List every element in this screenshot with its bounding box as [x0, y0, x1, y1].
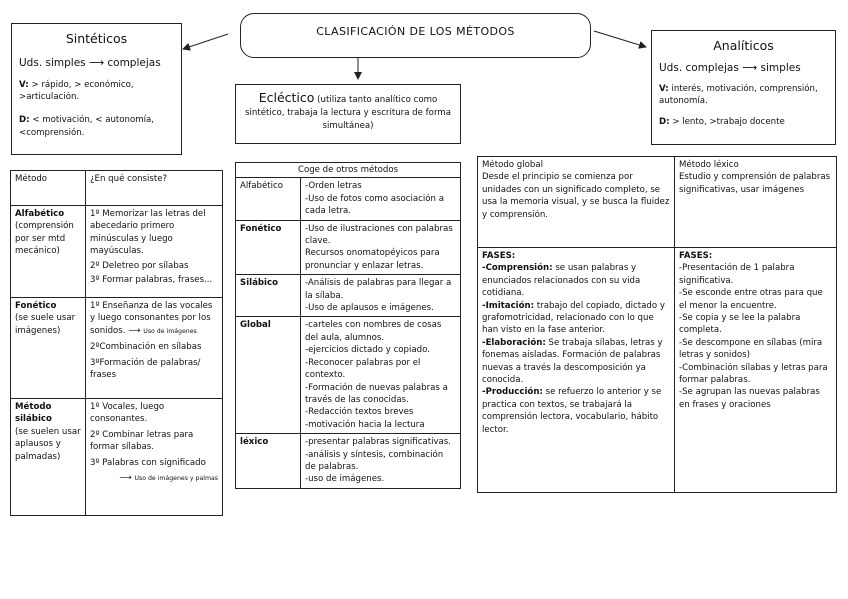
analiticos-ventajas: V: interés, motivación, comprensión, autonomía. — [659, 84, 818, 107]
fase-item: -Se descompone en sílabas (mira letras y sonidos) — [679, 337, 823, 361]
step: 3º Palabras con significado — [90, 457, 206, 468]
sinteticos-desventajas: D: < motivación, < autonomía, <comprensión. — [19, 115, 154, 138]
lexico-desc: Estudio y comprensión de palabras significativas, usar imágenes — [679, 172, 831, 195]
table-header-row — [11, 171, 223, 206]
fase-item: -Presentación de 1 palabra significativa. — [679, 263, 795, 286]
table-row — [478, 248, 837, 493]
analiticos-table — [477, 156, 837, 493]
method-name: Global — [236, 317, 301, 434]
step: 1º Memorizar las letras del abecedario primero minúsculas y luego mayúsculas. — [90, 209, 206, 257]
step: 2º Deletreo por sílabas — [90, 260, 189, 271]
fase-item: -Producción: se refuerzo lo anterior y se practica con textos, se trabajará la comprensión lectora, vocabulario, hábito lector. — [482, 387, 662, 435]
right-arrow-icon: ⟶ — [88, 57, 105, 69]
table-header-row — [236, 163, 461, 178]
fase-item: -Elaboración: Se trabaja sílabas, letras y fonemas aisladas. Formación de palabras nuevas a través la descomposición ya conocida. — [482, 337, 663, 386]
table-row — [11, 206, 223, 298]
table-row: Alfabético -Orden letras -Uso de fotos como asociación a cada letra. — [236, 178, 461, 220]
table-row — [11, 399, 223, 516]
table-row: léxico -presentar palabras significativas. -análisis y síntesis, combinación de palabras. -uso de imágenes. — [236, 434, 461, 489]
eclectico-heading: Ecléctico — [258, 90, 315, 105]
eclectico-table — [235, 162, 461, 489]
eclectico-box — [235, 84, 461, 144]
method-name: Fonético — [236, 220, 301, 275]
fase-item: -Comprensión: se usan palabras y enunciados relacionados con su vida cotidiana. — [482, 263, 641, 299]
table-row: Global -carteles con nombres de cosas del aula, alumnos. -ejercicios dictado y copiado. -Reconocer palabras por el contexto. -Formación de nuevas palabras a través de las conocidas. -Redacción textos breves -motivación hacia la lectura — [236, 317, 461, 434]
page-title: CLASIFICACIÓN DE LOS MÉTODOS — [316, 25, 515, 38]
sinteticos-uds: Uds. simples ⟶ complejas — [19, 57, 161, 69]
sinteticos-box — [11, 23, 182, 155]
analiticos-desventajas: D: > lento, >trabajo docente — [659, 117, 785, 128]
arrow-note: Uso de imágenes y palmas — [134, 475, 218, 483]
title-box — [240, 13, 591, 58]
method-note: (se suelen usar aplausos y palmadas) — [15, 426, 81, 462]
table-row — [11, 298, 223, 399]
arrow-to-sinteticos — [183, 34, 228, 49]
step: 1º Vocales, luego consonantes. — [90, 402, 165, 425]
table-row: Fonético -Uso de ilustraciones con palabras clave. Recursos onomatopéyicos para pronunciar y enlazar letras. — [236, 220, 461, 275]
step: 3ºFormación de palabras/ frases — [90, 357, 201, 381]
method-note: (se suele usar imágenes) — [15, 313, 76, 336]
fase-item: -Imitación: trabajo del copiado, dictado y grafomotricidad, relacionado con lo que han visto en la fase anterior. — [482, 300, 665, 336]
header-metodo: Método — [11, 171, 86, 206]
arrow-note: Uso de imágenes — [143, 327, 197, 335]
right-arrow-icon: ⟶ — [119, 473, 132, 484]
method-name: Silábico — [236, 275, 301, 317]
sinteticos-heading: Sintéticos — [65, 31, 128, 46]
step: 3º Formar palabras, frases... — [90, 275, 213, 286]
method-name: Alfabético — [15, 209, 65, 219]
method-name: Método silábico — [15, 402, 52, 425]
fases-label: FASES: — [679, 251, 713, 261]
fase-item: -Combinación sílabas y letras para formar palabras. — [679, 362, 828, 386]
global-title: Método global — [482, 160, 543, 170]
step: 2ºCombinación en sílabas — [90, 342, 202, 353]
fase-item: -Se copia y se lee la palabra completa. — [679, 313, 801, 336]
header-coge: Coge de otros métodos — [236, 163, 461, 178]
fase-item: -Se agrupan las nuevas palabras en frases y oraciones — [679, 387, 820, 410]
method-name: Alfabético — [236, 178, 301, 220]
sinteticos-table — [10, 170, 223, 516]
arrow-to-analiticos — [594, 31, 646, 47]
global-desc: Desde el principio se comienza por unidades con un significado completo, se usa la memoria visual, y se busca la fluidez y comprensión. — [482, 172, 670, 220]
analiticos-uds: Uds. complejas ⟶ simples — [659, 62, 801, 74]
fases-label: FASES: — [482, 251, 516, 261]
right-arrow-icon: ⟶ — [128, 325, 141, 336]
analiticos-box — [651, 30, 836, 145]
right-arrow-icon: ⟶ — [742, 62, 758, 74]
method-name: léxico — [236, 434, 301, 489]
lexico-title: Método léxico — [679, 160, 739, 170]
method-note: (comprensión por ser mtd mecánico) — [15, 221, 74, 257]
header-consiste: ¿En qué consiste? — [86, 171, 223, 206]
eclectico-text: (utiliza tanto analítico como sintético, trabaja la lectura y escritura de forma simultánea) — [245, 95, 451, 131]
step: 1º Enseñanza de las vocales y luego consonantes por los sonidos. ⟶ Uso de imágenes — [90, 301, 213, 336]
fase-item: -Se esconde entre otras para que el menor la encuentre. — [679, 288, 823, 311]
table-row: Silábico -Análisis de palabras para llegar a la sílaba. -Uso de aplausos e imágenes. — [236, 275, 461, 317]
analiticos-heading: Analíticos — [713, 38, 774, 53]
table-row — [478, 157, 837, 248]
sinteticos-ventajas: V: > rápido, > económico, >articulación. — [19, 80, 134, 103]
method-name: Fonético — [15, 301, 57, 311]
step: 2º Combinar letras para formar sílabas. — [90, 429, 194, 453]
